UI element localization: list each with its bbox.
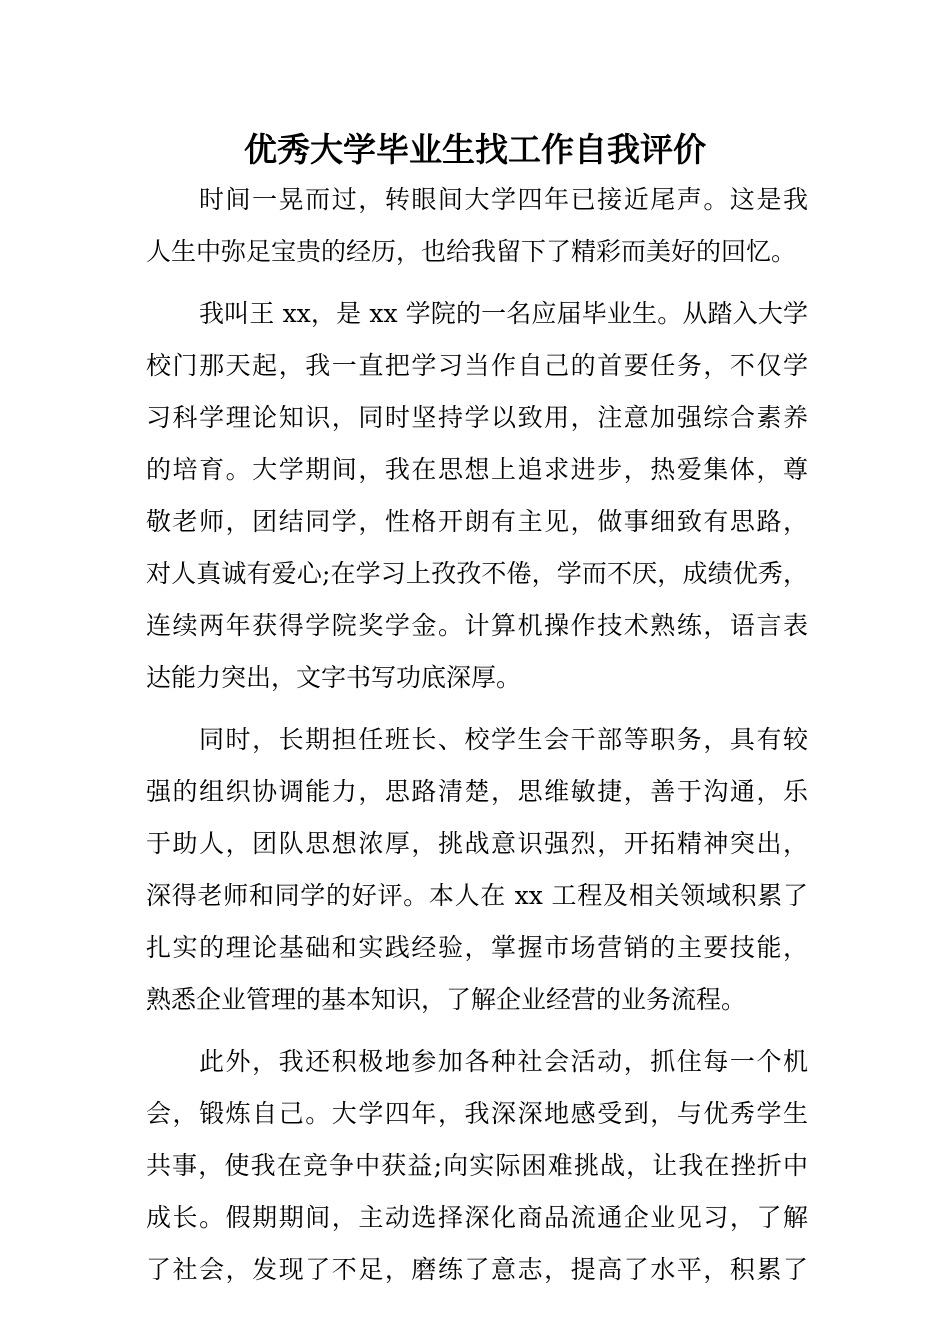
text-line: 人生中弥足宝贵的经历，也给我留下了精彩而美好的回忆。: [146, 237, 797, 266]
text-line: 我叫王 xx，是 xx 学院的一名应届毕业生。从踏入大学: [199, 299, 808, 328]
text-line: 深得老师和同学的好评。本人在 xx 工程及相关领域积累了: [146, 881, 808, 910]
text-line: 时间一晃而过，转眼间大学四年已接近尾声。这是我: [199, 185, 808, 214]
text-line: 同时，长期担任班长、校学生会干部等职务，具有较: [199, 725, 808, 754]
text-line: 扎实的理论基础和实践经验，掌握市场营销的主要技能，: [146, 933, 808, 962]
paragraph-gap: [146, 1026, 808, 1036]
text-line: 习科学理论知识，同时坚持学以致用，注意加强综合素养: [146, 403, 808, 432]
text-line: 会，锻炼自己。大学四年，我深深地感受到，与优秀学生: [146, 1099, 808, 1128]
text-line: 成长。假期期间，主动选择深化商品流通企业见习，了解: [146, 1203, 808, 1232]
text-line: 于助人，团队思想浓厚，挑战意识强烈，开拓精神突出，: [146, 829, 808, 858]
text-line: 熟悉企业管理的基本知识，了解企业经营的业务流程。: [146, 985, 747, 1014]
document-body: [146, 174, 808, 1296]
paragraph-gap: [146, 278, 808, 288]
text-line: 此外，我还积极地参加各种社会活动，抓住每一个机: [199, 1047, 808, 1076]
paragraph-gap: [146, 704, 808, 714]
document-title: 优秀大学毕业生找工作自我评价: [244, 130, 706, 169]
text-line: 共事，使我在竞争中获益;向实际困难挑战，让我在挫折中: [146, 1151, 808, 1180]
text-line: 了社会，发现了不足，磨练了意志，提高了水平，积累了: [146, 1255, 808, 1284]
text-line: 强的组织协调能力，思路清楚，思维敏捷，善于沟通，乐: [146, 777, 808, 806]
text-line: 达能力突出，文字书写功底深厚。: [146, 663, 522, 692]
text-line: 敬老师，团结同学，性格开朗有主见，做事细致有思路，: [146, 507, 808, 536]
text-line: 的培育。大学期间，我在思想上追求进步，热爱集体，尊: [146, 455, 808, 484]
text-line: 连续两年获得学院奖学金。计算机操作技术熟练，语言表: [146, 611, 808, 640]
text-line: 校门那天起，我一直把学习当作自己的首要任务，不仅学: [146, 351, 808, 380]
text-line: 对人真诚有爱心;在学习上孜孜不倦，学而不厌，成绩优秀，: [146, 559, 808, 588]
